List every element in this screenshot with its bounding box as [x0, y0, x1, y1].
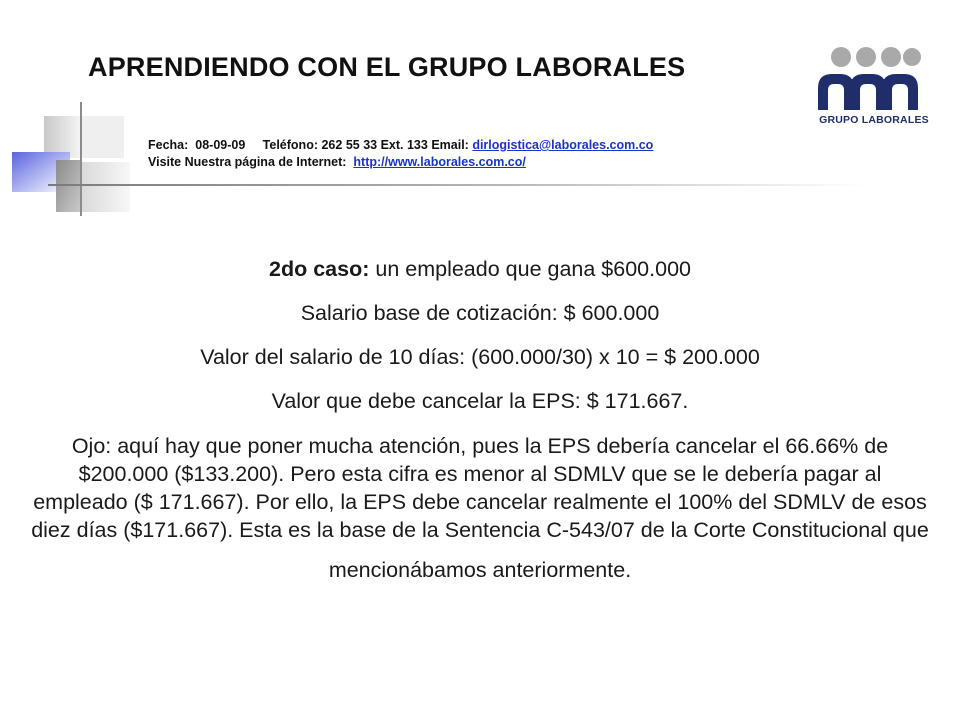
grupo-laborales-logo [810, 44, 938, 136]
valor-salario-line: Valor del salario de 10 días: (600.000/30) x 10 = $ 200.000 [200, 345, 760, 369]
website-label: Visite Nuestra página de Internet: [148, 155, 347, 169]
valor-eps-line: Valor que debe cancelar la EPS: $ 171.667. [271, 389, 689, 413]
case-label: 2do caso: [269, 257, 370, 281]
contact-line-2 [148, 154, 653, 171]
logo-icon [810, 44, 938, 114]
case-heading [30, 256, 930, 282]
salario-base-line: Salario base de cotización: $ 600.000 [300, 301, 660, 325]
email-link[interactable]: dirlogistica@laborales.com.co [472, 138, 654, 152]
ojo-paragraph [30, 432, 930, 584]
case-text: un empleado que gana $600.000 [369, 257, 691, 281]
header-divider [48, 184, 868, 186]
fecha-label: Fecha: [148, 138, 189, 152]
website-link[interactable]: http://www.laborales.com.co/ [353, 155, 526, 169]
main-content [30, 256, 930, 584]
logo-text: GRUPO LABORALES [819, 114, 929, 126]
telefono-label: Teléfono: [262, 138, 318, 152]
ojo-paragraph-last: mencionábamos anteriormente. [328, 558, 632, 582]
telefono-value: 262 55 33 Ext. 133 [321, 138, 428, 152]
page-title: APRENDIENDO CON EL GRUPO LABORALES [88, 52, 686, 82]
ojo-paragraph-main: Ojo: aquí hay que poner mucha atención, pues la EPS debería cancelar el 66.66% de $200.000 ($133.200). Pero esta cifra es menor al SDMLV que se le debería pagar al empleado ($ 171.667). Por ello, la EPS debe cancelar realmente el 100% del SDMLV de esos diez días ($171.667). Esta es la base de la Sentencia C-543/07 de la Corte Constitucional que [31, 434, 929, 542]
email-label: Email: [431, 138, 469, 152]
decorative-squares [0, 100, 140, 220]
contact-info [148, 137, 653, 171]
fecha-value: 08-09-09 [195, 138, 246, 152]
contact-line-1 [148, 137, 653, 154]
